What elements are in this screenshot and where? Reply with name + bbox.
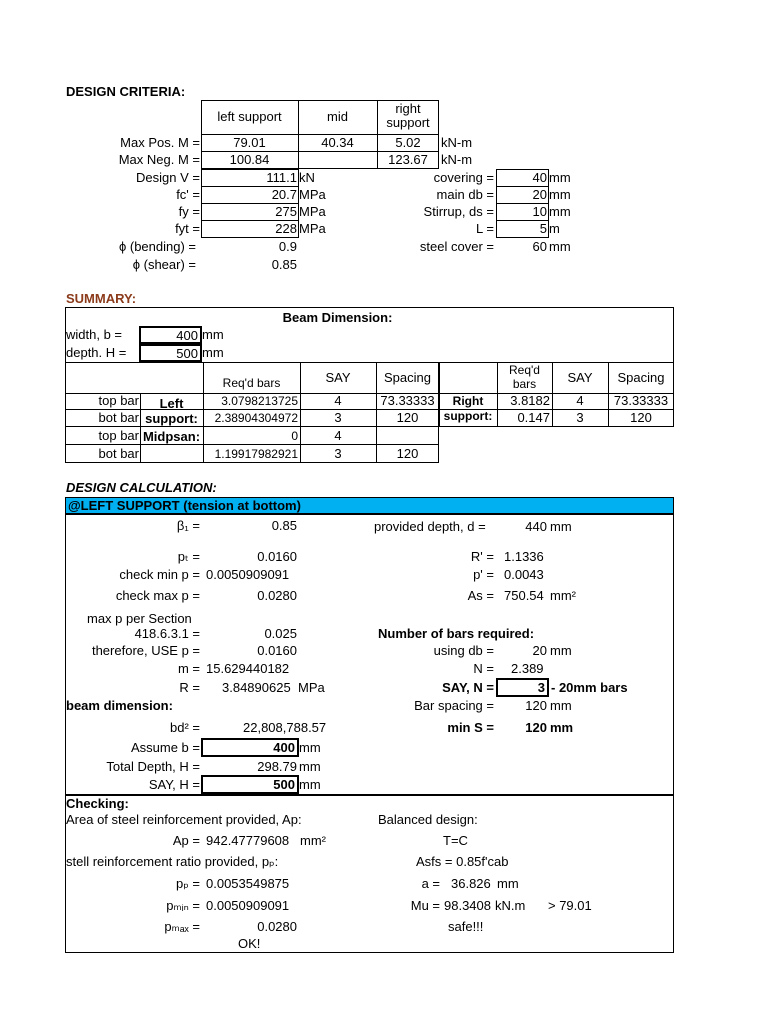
col-header-mid: mid bbox=[327, 109, 348, 124]
steel-cover-value: 60 bbox=[532, 239, 547, 254]
bar-spacing-unit: mm bbox=[550, 698, 572, 713]
max-neg-m-left: 100.84 bbox=[229, 152, 270, 167]
depth-value: 500 bbox=[139, 344, 202, 362]
r-prime-value: 1.1336 bbox=[504, 549, 544, 564]
ap-unit: mm² bbox=[300, 833, 326, 848]
max-pos-m-unit: kN-m bbox=[441, 135, 473, 150]
max-neg-m-unit: kN-m bbox=[441, 152, 473, 167]
say-header: SAY bbox=[325, 370, 351, 385]
fy-value: 275 bbox=[275, 204, 297, 219]
ap-label: Ap = bbox=[172, 833, 200, 848]
say-h-label: SAY, H = bbox=[148, 777, 200, 792]
row3-bar: top bar bbox=[98, 428, 139, 443]
right-support-label: Right support: bbox=[443, 394, 493, 423]
stirrup-label: Stirrup, ds = bbox=[423, 204, 494, 219]
max-p-section-value: 0.025 bbox=[264, 626, 297, 641]
beta1-label: β₁ = bbox=[176, 518, 200, 533]
mu-unit: kN.m bbox=[495, 898, 526, 913]
fyt-unit: MPa bbox=[299, 221, 326, 236]
beta1-value: 0.85 bbox=[271, 518, 297, 533]
m-label: m = bbox=[177, 661, 200, 676]
row1-r-spacing: 73.33333 bbox=[613, 393, 669, 408]
use-p-label: therefore, USE p = bbox=[91, 643, 200, 658]
use-p-value: 0.0160 bbox=[257, 643, 297, 658]
length-label: L = bbox=[476, 221, 494, 236]
say-n-value: 3 bbox=[496, 678, 549, 697]
check-max-p-label: check max p = bbox=[115, 588, 200, 603]
row3-reqd: 0 bbox=[291, 429, 298, 443]
provided-depth-label: provided depth, d = bbox=[374, 519, 486, 534]
reqd-bars-header-right: Req'd bars bbox=[509, 363, 540, 391]
asfs-formula: Asfs = 0.85f'cab bbox=[416, 854, 509, 869]
max-neg-m-right: 123.67 bbox=[388, 152, 428, 167]
safe-text: safe!!! bbox=[448, 919, 484, 934]
reqd-bars-header: Req'd bars bbox=[222, 376, 281, 390]
main-db-value: 20 bbox=[532, 187, 547, 202]
stirrup-value: 10 bbox=[532, 204, 547, 219]
main-db-label: main db = bbox=[436, 187, 494, 202]
r-prime-label: R' = bbox=[470, 549, 494, 564]
max-pos-m-left: 79.01 bbox=[233, 135, 266, 150]
assume-b-unit: mm bbox=[299, 740, 321, 755]
width-unit: mm bbox=[202, 327, 224, 342]
max-neg-m-label: Max Neg. M = bbox=[118, 152, 200, 167]
assume-b-label: Assume b = bbox=[130, 740, 200, 755]
row2-reqd: 2.38904304972 bbox=[214, 411, 298, 425]
depth-unit: mm bbox=[202, 345, 224, 360]
pmax-label: pₘₐₓ = bbox=[164, 919, 200, 934]
bar-spacing-label: Bar spacing = bbox=[414, 698, 494, 713]
row4-bar: bot bar bbox=[98, 446, 139, 461]
using-db-unit: mm bbox=[550, 643, 572, 658]
area-steel-label: Area of steel reinforcement provided, Ap: bbox=[66, 812, 302, 827]
mu-value: 98.3408 bbox=[444, 898, 491, 913]
steel-cover-label: steel cover = bbox=[419, 239, 494, 254]
total-depth-value: 298.79 bbox=[257, 759, 297, 774]
spacing-header: Spacing bbox=[384, 370, 431, 385]
min-s-label: min S = bbox=[447, 720, 494, 735]
provided-depth-value: 440 bbox=[525, 519, 547, 534]
section-title: @LEFT SUPPORT (tension at bottom) bbox=[68, 498, 301, 513]
steel-cover-unit: mm bbox=[549, 239, 571, 254]
m-value: 15.629440182 bbox=[206, 661, 290, 676]
row2-spacing: 120 bbox=[396, 410, 419, 425]
p-prime-value: 0.0043 bbox=[504, 567, 544, 582]
row2-bar: bot bar bbox=[98, 410, 139, 425]
r-value: 3.84890625 bbox=[222, 680, 291, 695]
beam-dimension-title: Beam Dimension: bbox=[282, 310, 393, 325]
as-label: As = bbox=[467, 588, 494, 603]
pt-value: 0.0160 bbox=[257, 549, 297, 564]
length-unit: m bbox=[549, 221, 560, 236]
stirrup-unit: mm bbox=[549, 204, 571, 219]
col-header-right: right support bbox=[386, 101, 430, 130]
say-h-value: 500 bbox=[201, 775, 299, 794]
n-label: N = bbox=[473, 661, 494, 676]
row2-r-say: 3 bbox=[576, 410, 584, 425]
row1-r-reqd: 3.8182 bbox=[510, 393, 550, 408]
fc-value: 20.7 bbox=[271, 187, 297, 202]
pp-value: 0.0053549875 bbox=[206, 876, 290, 891]
as-value: 750.54 bbox=[504, 588, 544, 603]
pmin-label: pₘᵢₙ = bbox=[166, 898, 200, 913]
phi-shear-label: ϕ (shear) = bbox=[132, 257, 196, 272]
total-depth-label: Total Depth, H = bbox=[106, 759, 200, 774]
row1-r-say: 4 bbox=[576, 393, 584, 408]
max-pos-m-mid: 40.34 bbox=[321, 135, 354, 150]
ap-value: 942.47779608 bbox=[206, 833, 290, 848]
design-calc-title: DESIGN CALCULATION: bbox=[66, 480, 217, 495]
ok-text: OK! bbox=[238, 936, 261, 951]
say-h-unit: mm bbox=[299, 777, 321, 792]
pmax-value: 0.0280 bbox=[257, 919, 297, 934]
covering-unit: mm bbox=[549, 170, 571, 185]
fyt-value: 228 bbox=[275, 221, 297, 236]
assume-b-value: 400 bbox=[201, 738, 299, 757]
num-bars-title: Number of bars required: bbox=[378, 626, 535, 641]
covering-value: 40 bbox=[532, 170, 547, 185]
depth-label: depth. H = bbox=[66, 345, 127, 360]
midspan-label: Midpsan: bbox=[142, 429, 201, 444]
mu-compare: > 79.01 bbox=[548, 898, 592, 913]
phi-bending-label: ϕ (bending) = bbox=[118, 239, 196, 254]
r-label: R = bbox=[179, 680, 200, 695]
fy-unit: MPa bbox=[299, 204, 326, 219]
max-pos-m-label: Max Pos. M = bbox=[120, 135, 200, 150]
balanced-design-label: Balanced design: bbox=[378, 812, 478, 827]
min-s-value: 120 bbox=[525, 720, 547, 735]
a-label: a = bbox=[421, 876, 440, 891]
design-v-value: 111.1 bbox=[266, 170, 297, 185]
row4-spacing: 120 bbox=[396, 446, 419, 461]
section-bar bbox=[65, 497, 674, 514]
checking-title: Checking: bbox=[66, 796, 129, 811]
row3-say: 4 bbox=[334, 428, 342, 443]
row2-r-spacing: 120 bbox=[630, 410, 652, 425]
design-criteria-title: DESIGN CRITERIA: bbox=[66, 84, 186, 99]
left-support-label-2: support: bbox=[145, 411, 198, 426]
fy-label: fy = bbox=[178, 204, 200, 219]
mu-label: Mu = bbox=[410, 898, 440, 913]
as-unit: mm² bbox=[550, 588, 576, 603]
beam-dimension-label: beam dimension: bbox=[66, 698, 173, 713]
row1-say: 4 bbox=[334, 393, 342, 408]
design-v-unit: kN bbox=[299, 170, 315, 185]
max-pos-m-right: 5.02 bbox=[395, 135, 421, 150]
check-min-p-value: 0.0050909091 bbox=[206, 567, 290, 582]
width-label: width, b = bbox=[66, 327, 123, 342]
bar-spacing-value: 120 bbox=[525, 698, 547, 713]
total-depth-unit: mm bbox=[299, 759, 321, 774]
r-unit: MPa bbox=[298, 680, 325, 695]
check-max-p-value: 0.0280 bbox=[257, 588, 297, 603]
min-s-unit: mm bbox=[550, 720, 574, 735]
row1-spacing: 73.33333 bbox=[380, 393, 435, 408]
pmin-value: 0.0050909091 bbox=[206, 898, 290, 913]
fc-unit: MPa bbox=[299, 187, 326, 202]
row2-say: 3 bbox=[334, 410, 342, 425]
width-value: 400 bbox=[139, 326, 202, 344]
row2-r-reqd: 0.147 bbox=[517, 410, 550, 425]
length-value: 5 bbox=[539, 221, 547, 236]
provided-depth-unit: mm bbox=[550, 519, 572, 534]
covering-label: covering = bbox=[433, 170, 494, 185]
row4-say: 3 bbox=[334, 446, 342, 461]
row1-bar: top bar bbox=[98, 393, 139, 408]
a-unit: mm bbox=[497, 876, 519, 891]
pt-label: pₜ = bbox=[177, 549, 200, 564]
design-v-label: Design V = bbox=[136, 170, 200, 185]
ratio-provided-label: stell reinforcement ratio provided, pₚ: bbox=[66, 854, 279, 869]
fc-label: fc' = bbox=[176, 187, 200, 202]
row1-reqd: 3.0798213725 bbox=[221, 394, 298, 408]
main-db-unit: mm bbox=[549, 187, 571, 202]
bd2-value: 22,808,788.57 bbox=[243, 720, 327, 735]
row4-reqd: 1.19917982921 bbox=[214, 447, 298, 461]
bd2-label: bd² = bbox=[170, 720, 200, 735]
say-header-right: SAY bbox=[567, 370, 593, 385]
fyt-label: fyt = bbox=[175, 221, 200, 236]
a-value: 36.826 bbox=[451, 876, 491, 891]
summary-title: SUMMARY: bbox=[66, 291, 137, 306]
phi-shear-value: 0.85 bbox=[271, 257, 297, 272]
n-value: 2.389 bbox=[511, 661, 544, 676]
col-header-left: left support bbox=[217, 109, 282, 124]
max-p-section-label-2: 418.6.3.1 = bbox=[134, 626, 200, 641]
max-p-section-label-1: max p per Section bbox=[87, 611, 192, 626]
check-min-p-label: check min p = bbox=[119, 567, 200, 582]
t-equals-c: T=C bbox=[443, 833, 468, 848]
using-db-label: using db = bbox=[433, 643, 494, 658]
say-n-suffix: - 20mm bars bbox=[551, 680, 628, 695]
say-n-label: SAY, N = bbox=[442, 680, 494, 695]
spacing-header-right: Spacing bbox=[617, 370, 665, 385]
using-db-value: 20 bbox=[532, 643, 547, 658]
phi-bending-value: 0.9 bbox=[278, 239, 297, 254]
p-prime-label: p' = bbox=[473, 567, 494, 582]
left-support-label-1: Left bbox=[159, 396, 184, 411]
pp-label: pₚ = bbox=[175, 876, 200, 891]
